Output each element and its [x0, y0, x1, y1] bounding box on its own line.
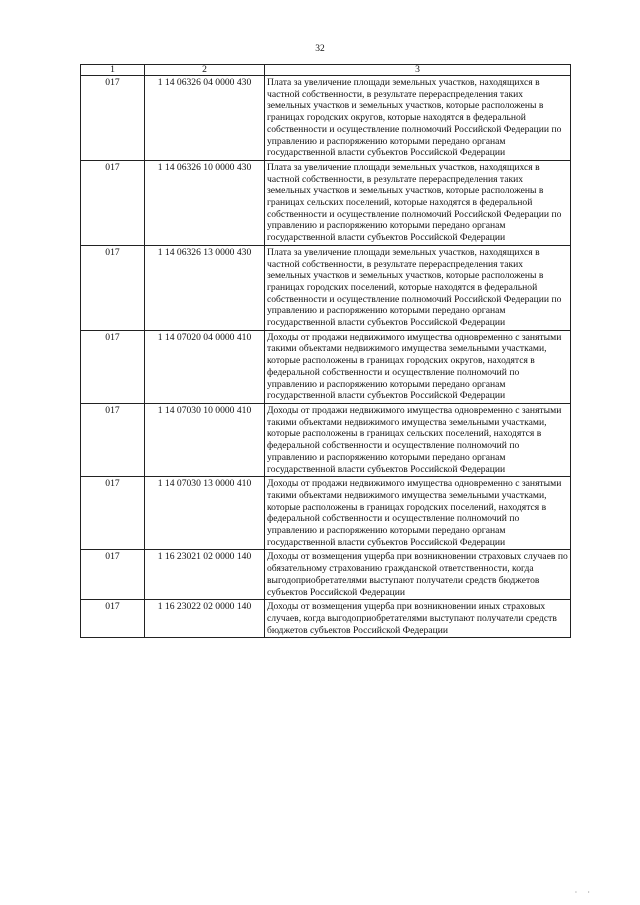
classification-code-cell: 1 14 07020 04 0000 410 [145, 330, 265, 403]
admin-code-cell: 017 [81, 76, 145, 161]
classification-code-cell: 1 16 23022 02 0000 140 [145, 600, 265, 638]
header-col-3: 3 [265, 65, 571, 76]
table-row [81, 76, 571, 161]
table-row [81, 403, 571, 476]
table-row [81, 550, 571, 600]
description-cell: Доходы от продажи недвижимого имущества одновременно с занятыми такими объектами недвижимого имущества земельными участками, которые расположены в границах городских поселений, находятся в федеральной собственности и осуществление полномочий по управлению и распоряжению которыми передано органам государственной власти субъектов Российской Федерации [265, 477, 571, 550]
admin-code-cell: 017 [81, 245, 145, 330]
classification-code-cell: 1 14 07030 13 0000 410 [145, 477, 265, 550]
classification-code-cell: 1 14 07030 10 0000 410 [145, 403, 265, 476]
table-row [81, 330, 571, 403]
table-row [81, 477, 571, 550]
classification-code-cell: 1 16 23021 02 0000 140 [145, 550, 265, 600]
admin-code-cell: 017 [81, 160, 145, 245]
page-number: 32 [315, 44, 325, 54]
classification-code-cell: 1 14 06326 04 0000 430 [145, 76, 265, 161]
header-col-2: 2 [145, 65, 265, 76]
table-row [81, 600, 571, 638]
income-codes-table [80, 64, 571, 638]
classification-code-cell: 1 14 06326 10 0000 430 [145, 160, 265, 245]
description-cell: Плата за увеличение площади земельных участков, находящихся в частной собственности, в результате перераспределения таких земельных участков и земельных участков, которые расположены в границах городских поселений, которые находятся в федеральной собственности и осуществление полномочий Российской Федерации по управлению и распоряжению которыми передано органам государственной власти субъектов Российской Федерации [265, 245, 571, 330]
scan-mark: · · [574, 888, 594, 897]
table-row [81, 160, 571, 245]
admin-code-cell: 017 [81, 330, 145, 403]
admin-code-cell: 017 [81, 403, 145, 476]
description-cell: Доходы от продажи недвижимого имущества одновременно с занятыми такими объектами недвижимого имущества земельными участками, которые расположены в границах сельских поселений, находятся в федеральной собственности и осуществление полномочий по управлению и распоряжению которыми передано органам государственной власти субъектов Российской Федерации [265, 403, 571, 476]
description-cell: Плата за увеличение площади земельных участков, находящихся в частной собственности, в результате перераспределения таких земельных участков и земельных участков, которые расположены в границах городских округов, которые находятся в федеральной собственности и осуществление полномочий Российской Федерации по управлению и распоряжению которыми передано органам государственной власти субъектов Российской Федерации [265, 76, 571, 161]
description-cell: Доходы от возмещения ущерба при возникновении страховых случаев по обязательному страхованию гражданской ответственности, когда выгодоприобретателями выступают получатели средств бюджетов субъектов Российской Федерации [265, 550, 571, 600]
table-row [81, 245, 571, 330]
description-cell: Доходы от продажи недвижимого имущества одновременно с занятыми такими объектами недвижимого имущества земельными участками, которые расположены в границах городских округов, находятся в федеральной собственности и осуществление полномочий по управлению и распоряжению которыми передано органам государственной власти субъектов Российской Федерации [265, 330, 571, 403]
table-header-row [81, 65, 571, 76]
description-cell: Плата за увеличение площади земельных участков, находящихся в частной собственности, в результате перераспределения таких земельных участков и земельных участков, которые расположены в границах сельских поселений, которые находятся в федеральной собственности и осуществление полномочий Российской Федерации по управлению и распоряжению которыми передано органам государственной власти субъектов Российской Федерации [265, 160, 571, 245]
admin-code-cell: 017 [81, 477, 145, 550]
header-col-1: 1 [81, 65, 145, 76]
admin-code-cell: 017 [81, 600, 145, 638]
description-cell: Доходы от возмещения ущерба при возникновении иных страховых случаев, когда выгодоприобретателями выступают получатели средств бюджетов субъектов Российской Федерации [265, 600, 571, 638]
admin-code-cell: 017 [81, 550, 145, 600]
classification-code-cell: 1 14 06326 13 0000 430 [145, 245, 265, 330]
